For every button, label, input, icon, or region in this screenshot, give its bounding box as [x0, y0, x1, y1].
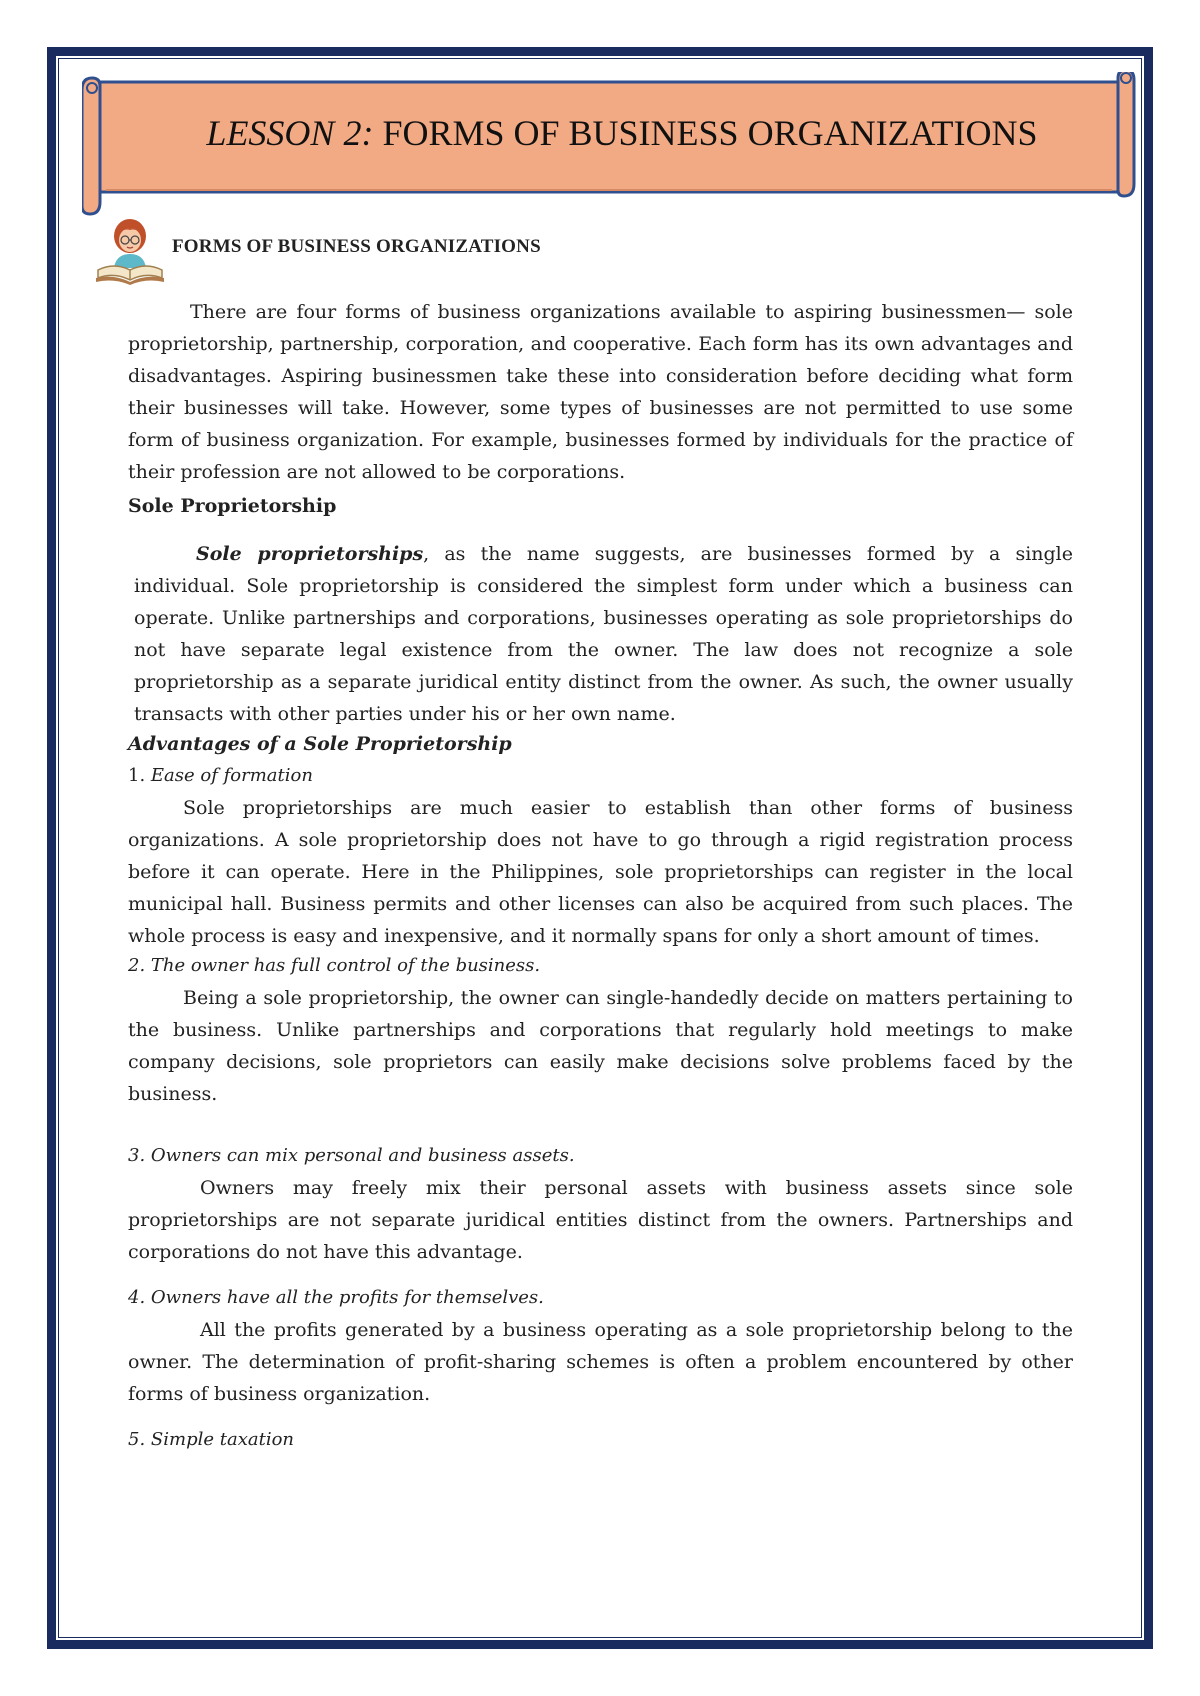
advantages-section — [128, 728, 1073, 760]
intro-paragraph: There are four forms of business organizations available to aspiring businessmen— sole proprietorship, partnership, corporation, and cooperative. Each form has its own advantages and disadvantages. Aspiring businessmen take these into consideration before deciding what form their businesses will take. However, some types of businesses are not permitted to use some form of business organization. For example, businesses formed by individuals for the practice of their profession are not allowed to be corporations. — [128, 301, 1073, 483]
advantage-body: Sole proprietorships are much easier to establish than other forms of business organizations. A sole proprietorship does not have to go through a rigid registration process before it can operate. Here in the Philippines, sole proprietorships can register in the local municipal hall. Business permits and other licenses can also be acquired from such places. The whole process is easy and inexpensive, and it normally spans for only a short amount of times. — [128, 797, 1073, 947]
sole-proprietorship-heading: Sole Proprietorship — [128, 495, 337, 517]
lesson-title: FORMS OF BUSINESS ORGANIZATIONS — [382, 113, 1038, 153]
advantage-item-2 — [128, 950, 1073, 1110]
advantage-number: 5. — [128, 1429, 146, 1450]
title-banner — [82, 72, 1142, 222]
advantage-title-text: The owner has full control of the business. — [150, 955, 541, 976]
definition-term: Sole proprietorships — [196, 543, 424, 565]
advantage-body: Being a sole proprietorship, the owner can single-handedly decide on matters pertaining to the business. Unlike partnerships and corporations that regularly hold meetings to make company decisions, sole proprietors can easily make decisions solve problems faced by the business. — [128, 987, 1073, 1105]
definition-text: , as the name suggests, are businesses formed by a single individual. Sole proprietorship is considered the simplest form under which a business can operate. Unlike partnerships and corporations, businesses operating as sole proprietorships do not have separate legal existence from the owner. The law does not recognize a sole proprietorship as a separate juridical entity distinct from the owner. As such, the owner usually transacts with other parties under his or her own name. — [134, 543, 1074, 725]
advantage-title-text: Owners have all the profits for themselves. — [150, 1287, 544, 1308]
advantage-item-3 — [128, 1140, 1073, 1268]
advantage-body: All the profits generated by a business operating as a sole proprietorship belong to the owner. The determination of profit-sharing schemes is often a problem encountered by other forms of business organization. — [128, 1319, 1073, 1405]
advantage-item-5 — [128, 1424, 1073, 1456]
section-heading: FORMS OF BUSINESS ORGANIZATIONS — [172, 236, 541, 257]
definition-paragraph — [134, 538, 1073, 730]
definition-block — [134, 538, 1073, 730]
advantage-number: 3. — [128, 1145, 146, 1166]
advantage-item-4 — [128, 1282, 1073, 1410]
advantage-number: 2. — [128, 955, 146, 976]
advantage-body: Owners may freely mix their personal assets with business assets since sole proprietorships are not separate juridical entities distinct from the owners. Partnerships and corporations do not have this advantage. — [128, 1177, 1073, 1263]
advantage-title — [128, 1424, 1073, 1456]
advantage-number: 4. — [128, 1287, 146, 1308]
lesson-label: LESSON 2: — [206, 113, 374, 153]
page-title — [142, 112, 1102, 154]
advantage-title-text: Owners can mix personal and business assets. — [150, 1145, 575, 1166]
advantage-title-text: Ease of formation — [150, 765, 313, 786]
sole-proprietorship-section — [128, 490, 1073, 522]
advantage-title — [128, 950, 1073, 982]
advantage-title — [128, 1282, 1073, 1314]
advantage-title — [128, 1140, 1073, 1172]
advantage-title-text: Simple taxation — [150, 1429, 294, 1450]
intro-block — [128, 296, 1073, 488]
reading-girl-icon — [90, 216, 170, 286]
advantages-heading: Advantages of a Sole Proprietorship — [128, 733, 512, 755]
advantage-title — [128, 760, 1073, 792]
advantage-item-1 — [128, 760, 1073, 952]
advantage-number: 1. — [128, 765, 146, 786]
